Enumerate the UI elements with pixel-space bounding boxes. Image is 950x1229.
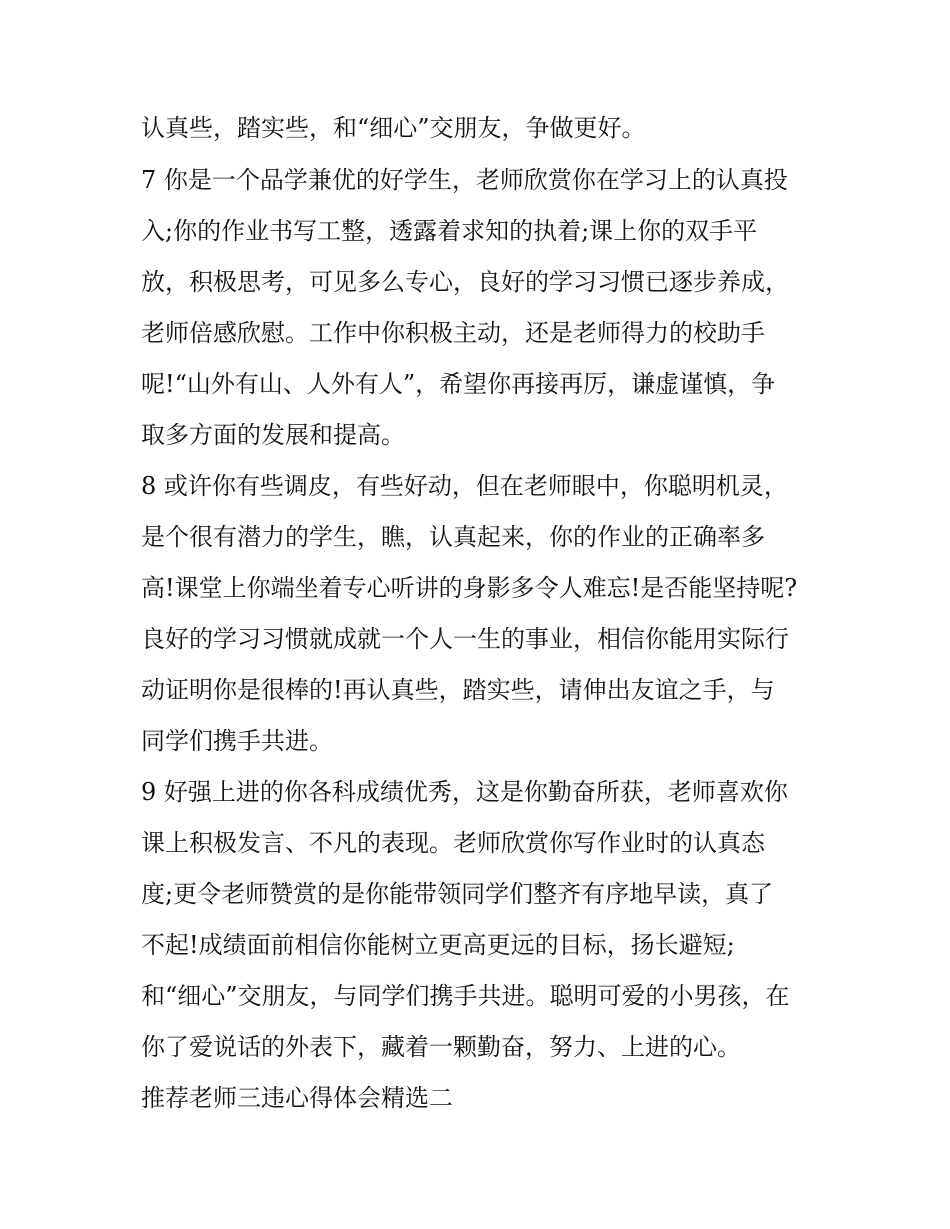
text-line: 9 好强上进的你各科成绩优秀，这是你勤奋所获，老师喜欢你 <box>141 778 788 806</box>
text-line: 和“细心”交朋友，与同学们携手共进。聪明可爱的小男孩，在 <box>141 982 790 1010</box>
text-line: 同学们携手共进。 <box>141 727 333 755</box>
text-line: 高!课堂上你端坐着专心听讲的身影多令人难忘!是否能坚持呢? <box>141 574 798 602</box>
text-line: 是个很有潜力的学生，瞧，认真起来，你的作业的正确率多 <box>141 523 765 551</box>
text-line: 度;更令老师赞赏的是你能带领同学们整齐有序地早读，真了 <box>141 880 774 908</box>
text-line: 8 或许你有些调皮，有些好动，但在老师眼中，你聪明机灵， <box>141 472 788 500</box>
text-line: 7 你是一个品学兼优的好学生，老师欣赏你在学习上的认真投 <box>141 166 788 194</box>
text-line: 良好的学习习惯就成就一个人一生的事业，相信你能用实际行 <box>141 625 789 653</box>
text-line: 呢!“山外有山、人外有人”，希望你再接再厉，谦虚谨慎，争 <box>141 370 776 398</box>
text-line: 放，积极思考，可见多么专心，良好的学习习惯已逐步养成， <box>141 268 789 296</box>
text-line: 入;你的作业书写工整，透露着求知的执着;课上你的双手平 <box>141 217 758 245</box>
text-line: 动证明你是很棒的!再认真些，踏实些，请伸出友谊之手，与 <box>141 676 775 704</box>
text-line: 认真些，踏实些，和“细心”交朋友，争做更好。 <box>141 114 646 142</box>
text-line: 课上积极发言、不凡的表现。老师欣赏你写作业时的认真态 <box>141 829 765 857</box>
section-heading: 推荐老师三违心得体会精选二 <box>141 1084 453 1112</box>
text-line: 取多方面的发展和提高。 <box>141 421 405 449</box>
text-line: 老师倍感欣慰。工作中你积极主动，还是老师得力的校助手 <box>141 319 765 347</box>
text-line: 你了爱说话的外表下，藏着一颗勤奋，努力、上进的心。 <box>141 1033 741 1061</box>
text-line: 不起!成绩面前相信你能树立更高更远的目标，扬长避短; <box>141 931 735 959</box>
